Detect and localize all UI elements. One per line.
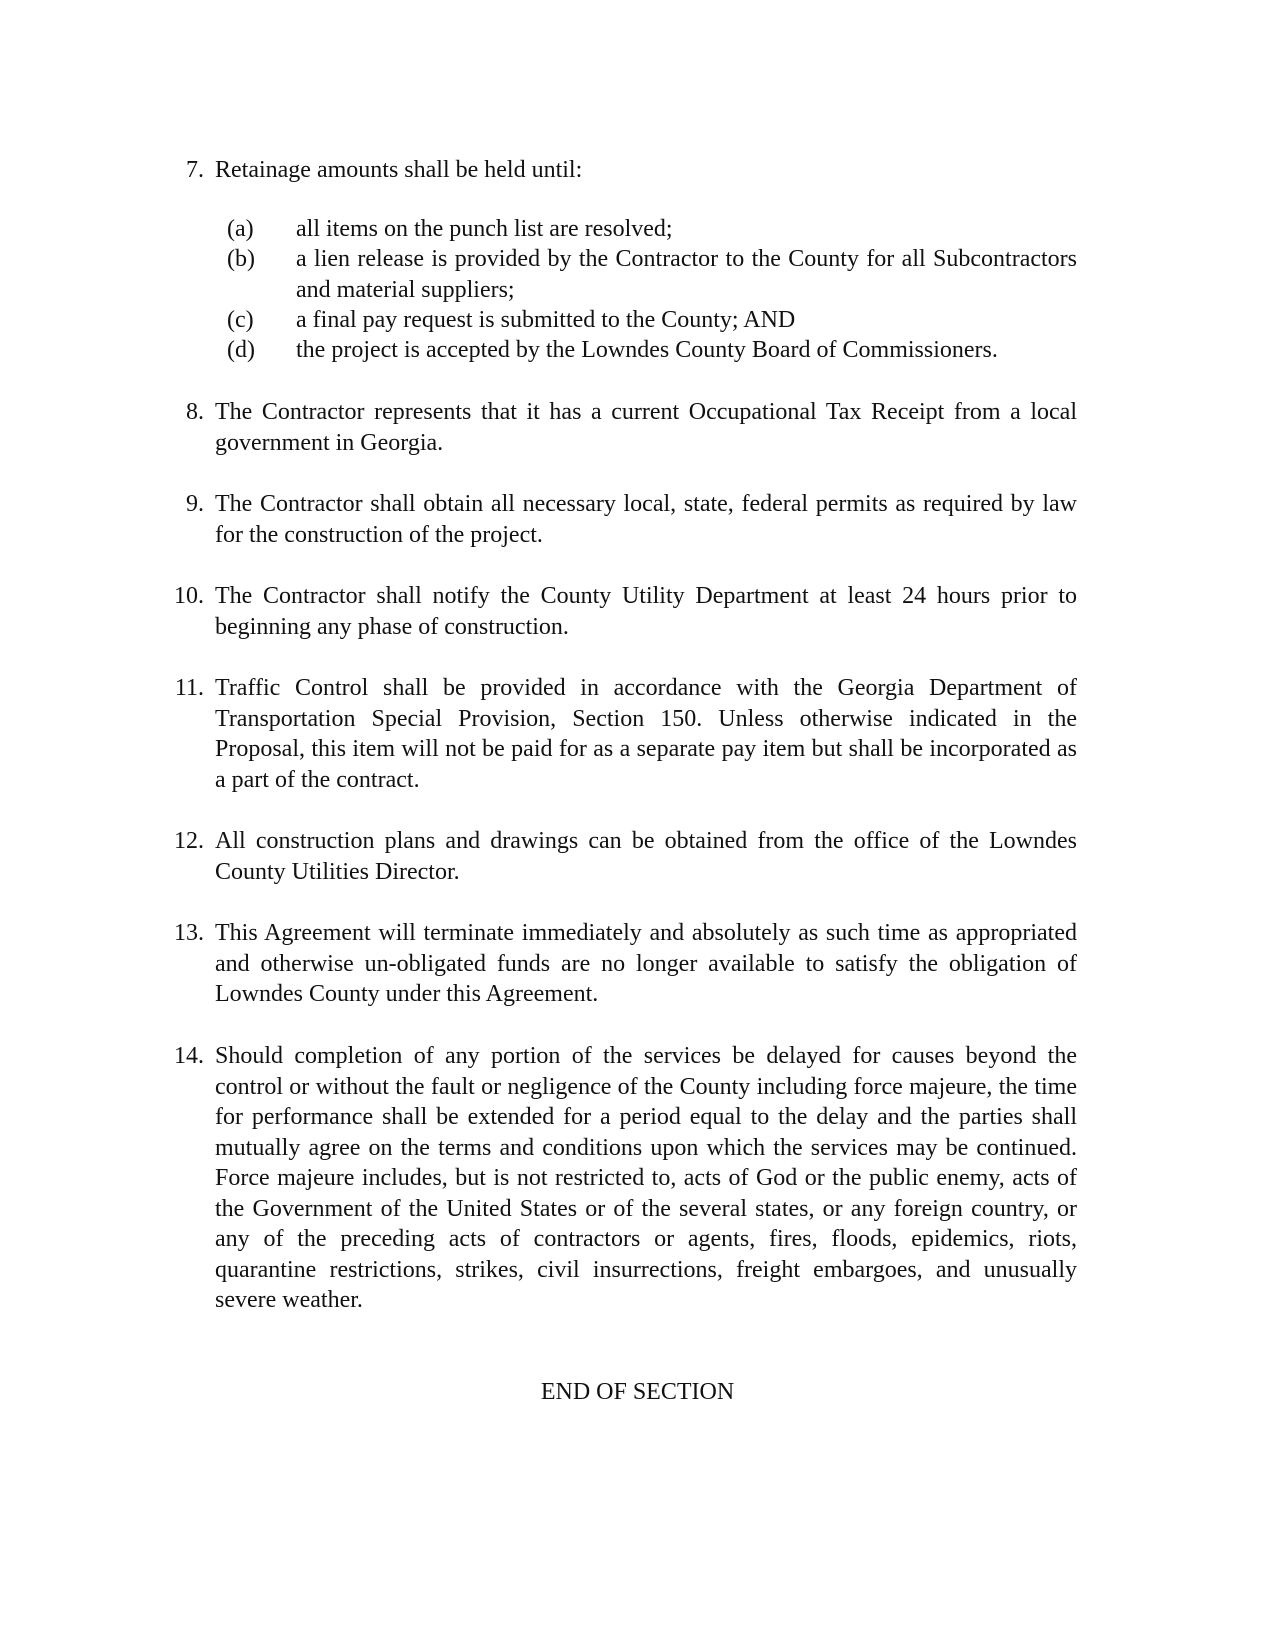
item-number: 8. (186, 399, 204, 425)
item-text: Should completion of any portion of the services be delayed for causes beyond the control or without the fault or negligence of the County including force majeure, the time for performance shall be extended for a period equal to the delay and the parties shall mutually agree on the terms and conditions upon which the services may be continued. Force majeure includes, but is not restricted to, acts of God or the public enemy, acts of the Government of the United States or of the several states, or any foreign country, or any of the preceding acts of contractors or agents, fires, floods, epidemics, riots, quarantine restrictions, strikes, civil insurrections, freight embargoes, and unusually severe weather. (215, 1043, 1077, 1313)
item-number: 12. (174, 828, 204, 854)
item-number: 13. (174, 920, 204, 946)
sub-item-text: the project is accepted by the Lowndes County Board of Commissioners. (296, 337, 998, 363)
sub-item-text: a lien release is provided by the Contractor to the County for all Subcontractors and material suppliers; (296, 246, 1077, 303)
item-text: Retainage amounts shall be held until: (215, 157, 583, 183)
sub-item-letter: (a) (227, 216, 254, 242)
item-text: Traffic Control shall be provided in accordance with the Georgia Department of Transportation Special Provision, Section 150. Unless otherwise indicated in the Proposal, this item will not be paid for as a separate pay item but shall be incorporated as a part of the contract. (215, 675, 1077, 793)
item-text: This Agreement will terminate immediately and absolutely as such time as appropriated and otherwise un-obligated funds are no longer available to satisfy the obligation of Lowndes County under this Agreement. (215, 920, 1077, 1007)
sub-item-letter: (d) (227, 337, 255, 363)
sub-item-text: a final pay request is submitted to the County; AND (296, 307, 796, 333)
item-number: 10. (174, 583, 204, 609)
sub-item-letter: (c) (227, 307, 254, 333)
sub-item-text: all items on the punch list are resolved; (296, 216, 673, 242)
item-number: 14. (174, 1043, 204, 1069)
item-text: All construction plans and drawings can be obtained from the office of the Lowndes County Utilities Director. (215, 828, 1077, 885)
item-text: The Contractor shall obtain all necessary local, state, federal permits as required by law for the construction of the project. (215, 491, 1077, 548)
item-number: 11. (174, 675, 204, 701)
item-text: The Contractor shall notify the County Utility Department at least 24 hours prior to beginning any phase of construction. (215, 583, 1077, 640)
end-of-section: END OF SECTION (540, 1379, 735, 1405)
item-number: 9. (186, 491, 204, 517)
item-number: 7. (186, 157, 204, 183)
item-text: The Contractor represents that it has a current Occupational Tax Receipt from a local government in Georgia. (215, 399, 1077, 456)
sub-item-letter: (b) (227, 246, 255, 272)
